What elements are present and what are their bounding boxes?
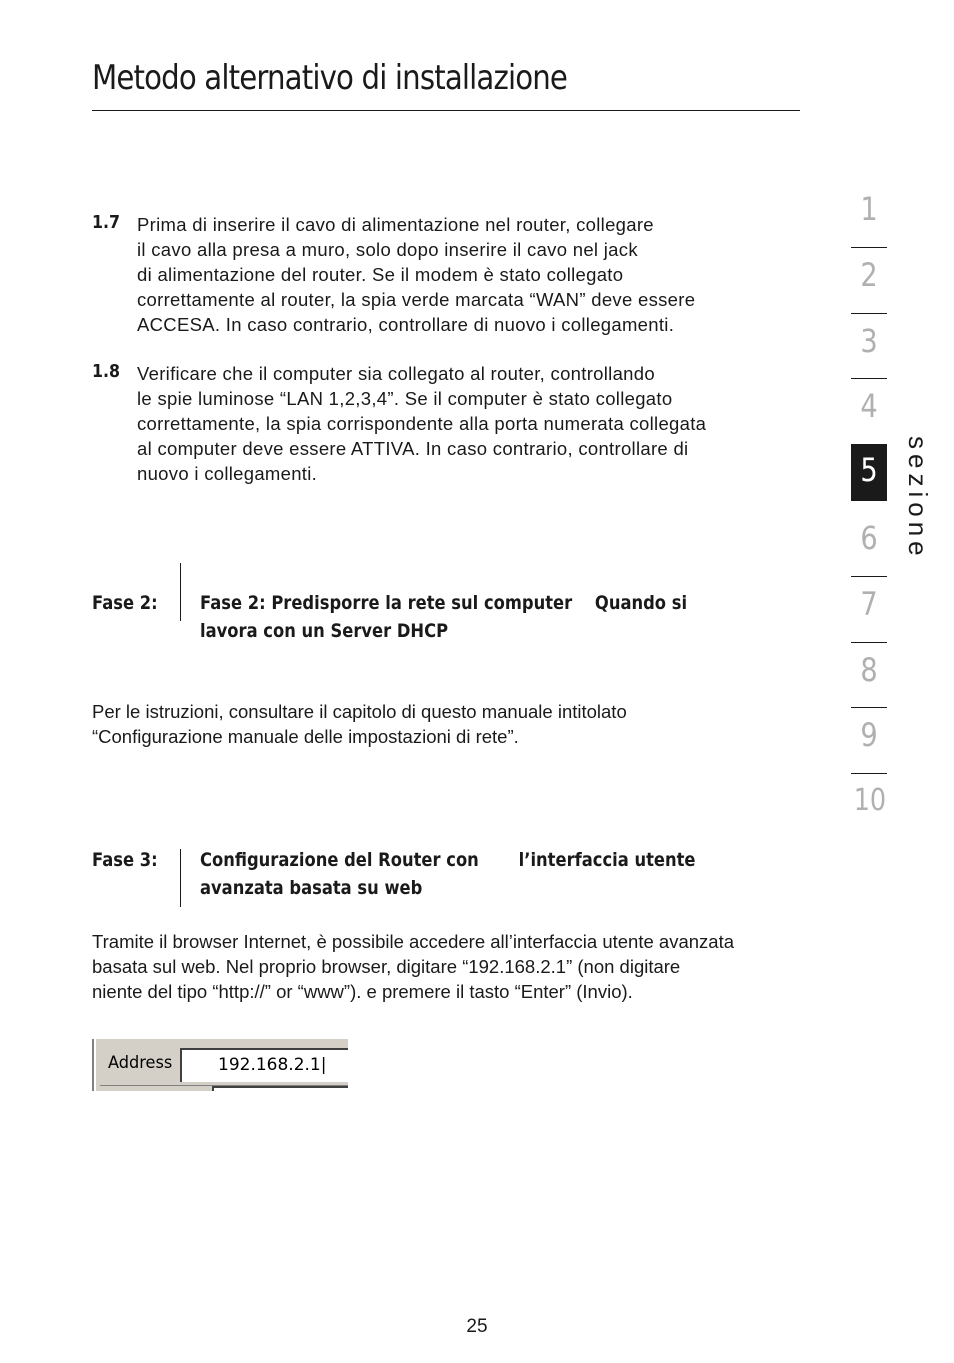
step-1-8 (92, 361, 800, 491)
section-number: 2 (860, 255, 878, 294)
address-label: Address (108, 1053, 173, 1073)
section-nav-item-8[interactable] (851, 643, 887, 709)
fase-2-divider (180, 563, 181, 621)
fase-2-body: Per le istruzioni, consultare il capitolo di questo manuale intitolato “Configurazione manuale delle impostazioni di rete”. (92, 701, 627, 747)
section-nav-item-10[interactable] (851, 774, 887, 840)
fase-2-label: Fase 2: (92, 592, 158, 614)
section-number: 5 (860, 451, 878, 490)
toolbar-lower-field (212, 1086, 348, 1091)
address-input[interactable] (180, 1048, 348, 1082)
section-nav-item-2[interactable] (851, 248, 887, 314)
fase-3-divider (180, 849, 181, 907)
step-text: Verificare che il computer sia collegato al router, controllando le spie luminose “LAN 1,2,3,4”. Se il computer è stato collegato correttamente, la spia corrispondente alla porta numerata collegata al computer deve essere ATTIVA. In caso contrario, controllare di nuovo i collegamenti. (137, 363, 707, 484)
title-rule (92, 110, 800, 111)
section-number: 4 (860, 387, 878, 426)
section-nav-item-1[interactable] (851, 182, 887, 248)
section-nav-item-5-active[interactable] (851, 444, 887, 501)
section-nav-item-9[interactable] (851, 708, 887, 774)
section-nav-item-3[interactable] (851, 314, 887, 380)
section-number: 1 (860, 190, 878, 228)
step-number: 1.7 (92, 212, 121, 233)
step-text: Prima di inserire il cavo di alimentazione nel router, collegare il cavo alla presa a muro, solo dopo inserire il cavo nel jack di alimentazione del router. Se il modem è stato collegato correttamente al router, la spia verde marcata “WAN” deve essere ACCESA. In caso contrario, controllare di nuovo i collegamenti. (137, 214, 696, 335)
section-number: 10 (853, 783, 887, 819)
section-label: sezione (903, 436, 933, 561)
fase-3-label: Fase 3: (92, 849, 158, 871)
section-number: 6 (860, 518, 878, 557)
section-number: 9 (860, 716, 878, 755)
address-value: 192.168.2.1| (218, 1055, 327, 1075)
step-number: 1.8 (92, 361, 121, 382)
fase-3-title: Configurazione del Router con l’interfaccia utente avanzata basata su web (200, 849, 696, 899)
section-nav-item-4[interactable] (851, 379, 887, 445)
fase-2-title: Fase 2: Predisporre la rete sul computer Quando si lavora con un Server DHCP (200, 592, 688, 642)
section-nav-item-6[interactable] (851, 511, 887, 577)
section-number: 3 (860, 321, 878, 360)
section-nav (851, 182, 887, 840)
address-bar-screenshot (92, 1038, 348, 1091)
section-number: 8 (860, 650, 878, 689)
section-number: 7 (860, 584, 878, 623)
page-title: Metodo alternativo di installazione (92, 58, 568, 98)
fase-3-body: Tramite il browser Internet, è possibile accedere all’interfaccia utente avanzata basata sul web. Nel proprio browser, digitare “192.168.2.1” (non digitare niente del tipo “http://” or “www”). e premere il tasto “Enter” (Invio). (92, 931, 734, 1002)
toolbar-grip (92, 1039, 100, 1091)
page-number: 25 (466, 1316, 488, 1337)
step-1-7 (92, 212, 800, 342)
section-nav-item-7[interactable] (851, 577, 887, 643)
